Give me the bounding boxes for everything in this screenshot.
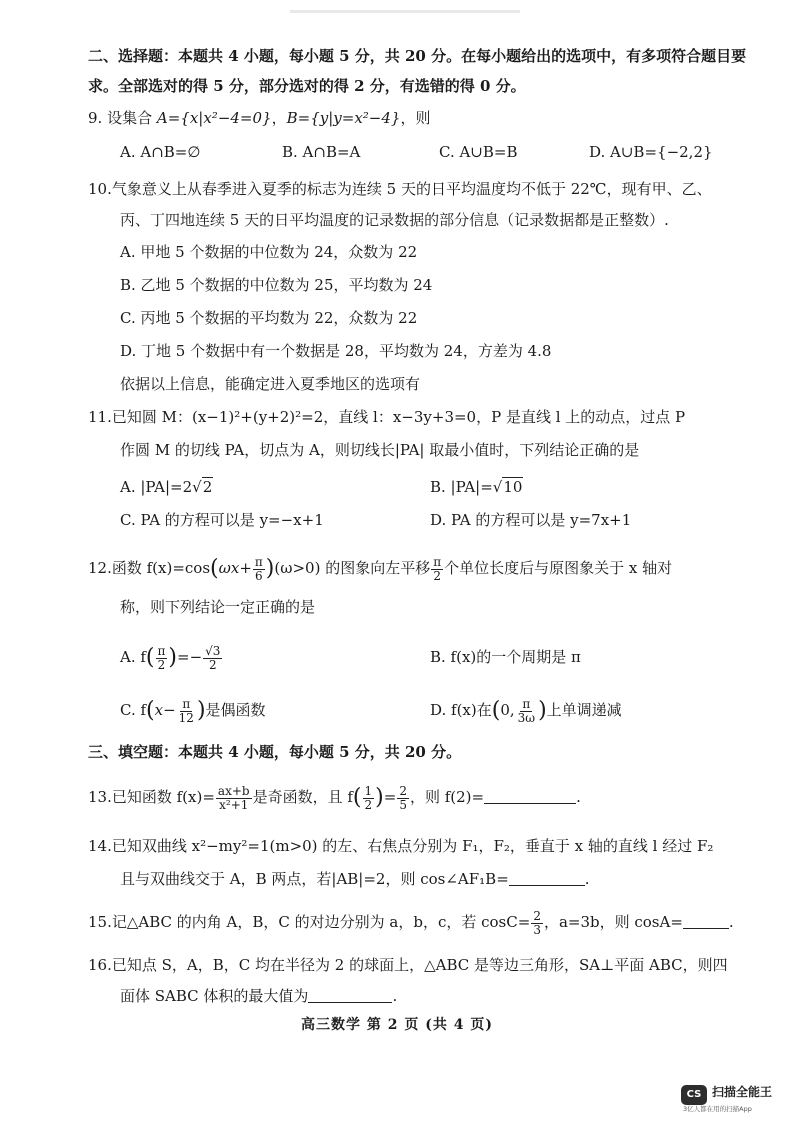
question-14-line1: [88, 836, 713, 856]
fraction-pi-over-2: [431, 556, 443, 583]
q12-stem-a: 函数 f(x)=cos: [111, 559, 211, 577]
fraction-denominator: x²+1: [219, 797, 249, 812]
question-16-line2: 面体 SABC 体积的最大值为 .: [120, 987, 398, 1005]
question-number: 15.: [88, 913, 112, 931]
right-paren: ): [538, 698, 547, 723]
fraction-pi-over-3omega: [516, 698, 537, 725]
scan-artifact: [290, 10, 520, 13]
q12-option-d-zero: 0,: [500, 701, 515, 719]
camscanner-logo-icon: CS: [681, 1085, 707, 1105]
fraction-numerator: ax+b: [217, 783, 250, 798]
answer-blank[interactable]: [484, 789, 576, 804]
q10-option-b: B. 乙地 5 个数据的中位数为 25，平均数为 24: [120, 276, 433, 294]
q13-pre: 已知函数 f(x)=: [111, 788, 215, 806]
q10-option-d: D. 丁地 5 个数据中有一个数据是 28，平均数为 24，方差为 4.8: [120, 342, 552, 360]
q9-option-d: D. A∪B={−2,2}: [589, 143, 713, 161]
fraction-denominator: 3: [533, 922, 541, 937]
question-number: 10.: [88, 180, 112, 198]
left-paren: (: [145, 645, 155, 670]
q12-option-b: B. f(x)的一个周期是 π: [430, 648, 581, 666]
question-13: 13.已知函数 f(x)= $\frac{ax+b}{\text{x²+1}}$ 是奇函数，且 f( $\frac{1}{2}$ )= $\frac{2}{5}$ ，则 f(2)= .: [88, 783, 581, 812]
fraction-numerator: π: [157, 643, 166, 658]
right-paren: ): [375, 785, 384, 810]
fraction-denominator: 6: [255, 568, 263, 583]
question-number: 13.: [88, 788, 112, 806]
fraction-half: [363, 785, 375, 812]
fraction-two-fifths: [397, 785, 409, 812]
question-number: 14.: [88, 837, 112, 855]
section3-header: 三、填空题：本题共 4 小题，每小题 5 分，共 20 分。: [88, 743, 462, 761]
q12-option-d-pre: D. f(x)在: [430, 701, 492, 719]
q11-option-a-label: A. |PA|=2: [120, 478, 193, 496]
q13-eq: =: [383, 788, 397, 806]
q9-set-b: B={y|y=x²−4}: [286, 109, 401, 127]
q11-option-a: A. |PA|=2√2: [120, 478, 213, 496]
q9-option-b: B. A∩B=A: [282, 143, 361, 161]
fraction-function: [216, 785, 252, 812]
q11-option-d: D. PA 的方程可以是 y=7x+1: [430, 511, 632, 529]
fraction-pi-over-2: [156, 645, 168, 672]
q15-pre: 记△ABC 的内角 A，B，C 的对边分别为 a，b，c，若 cosC=: [111, 913, 531, 931]
section2-header-line2: 求。全部选对的得 5 分，部分选对的得 2 分，有选错的得 0 分。: [88, 77, 526, 95]
section2-header-line1: 二、选择题：本题共 4 小题，每小题 5 分，共 20 分。在每小题给出的选项中，有多项符合题目要: [88, 47, 747, 65]
q9-option-c: C. A∪B=B: [439, 143, 518, 161]
q12-option-c-pre: C. f: [120, 701, 147, 719]
fraction-sqrt3-over-2: [203, 645, 222, 672]
q12-option-d: [430, 693, 622, 728]
q11-option-b-radicand: 10: [503, 478, 523, 496]
q12-option-a: A. f( $\frac{\pi}{2}$ )=− $\frac{√3}{2}$: [120, 643, 221, 672]
fraction-numerator: π: [182, 696, 191, 711]
question-number: 16.: [88, 956, 112, 974]
watermark-name: 扫描全能王: [712, 1085, 773, 1099]
fraction-pi-over-6: [253, 556, 265, 583]
left-paren: (: [210, 556, 219, 581]
question-number: 11.: [88, 408, 112, 426]
left-paren: (: [491, 698, 501, 723]
answer-blank[interactable]: [683, 914, 729, 929]
q10-line1: 气象意义上从春季进入夏季的标志为连续 5 天的日平均温度均不低于 22℃，现有甲、乙、: [111, 180, 712, 198]
answer-blank[interactable]: [509, 871, 585, 886]
q11-option-a-radicand: 2: [202, 478, 213, 496]
question-15: 15.记△ABC 的内角 A，B，C 的对边分别为 a，b，c，若 cosC= $\frac{2}{3}$ ，a=3b，则 cosA= .: [88, 908, 734, 937]
q10-conclusion: 依据以上信息，能确定进入夏季地区的选项有: [120, 375, 421, 393]
fraction-numerator: 2: [399, 783, 407, 798]
fraction-pi-over-12: [177, 698, 196, 725]
fraction-numerator: π: [522, 696, 531, 711]
fraction-denominator: 5: [399, 797, 407, 812]
question-number: 9.: [88, 109, 103, 127]
fraction-denominator: 12: [178, 710, 194, 725]
q9-stem-post: ，则: [400, 109, 431, 127]
q12-stem-c: (ω>0) 的图象向左平移: [274, 559, 431, 577]
q12-option-d-post: 上单调递减: [546, 701, 622, 719]
q15-post: ，a=3b，则 cosA=: [543, 913, 683, 931]
fraction-numerator: π: [433, 554, 442, 569]
fraction-denominator: 2: [364, 797, 373, 812]
q10-line2: 丙、丁四地连续 5 天的日平均温度的记录数据的部分信息（记录数据都是正整数）.: [120, 211, 669, 229]
question-9-stem: 9. 设集合 A={x|x²−4=0}，B={y|y=x²−4}，则: [88, 109, 431, 127]
question-16-line1: [88, 955, 728, 975]
question-number: 12.: [88, 559, 112, 577]
q13-mid: 是奇函数，且 f: [252, 788, 353, 806]
right-paren: ): [168, 645, 177, 670]
q11-line1: 已知圆 M：(x−1)²+(y+2)²=2，直线 l：x−3y+3=0，P 是直线 l 上的动点，过点 P: [111, 408, 686, 426]
question-14-line2: 且与双曲线交于 A，B 两点，若|AB|=2，则 cos∠AF₁B= .: [120, 870, 590, 888]
right-paren: ): [196, 698, 206, 723]
fraction-numerator: √3: [205, 643, 221, 658]
q12-line2: 称，则下列结论一定正确的是: [120, 598, 316, 616]
left-paren: (: [146, 698, 155, 723]
q9-set-a: A={x|x²−4=0}: [156, 109, 272, 127]
q12-option-c: [120, 693, 266, 728]
fraction-numerator: π: [254, 554, 263, 569]
q11-line2: 作圆 M 的切线 PA，切点为 A，则切线长|PA| 取最小值时，下列结论正确的是: [120, 441, 640, 459]
question-11-line1: [88, 407, 685, 427]
question-10-line1: [88, 179, 712, 199]
q12-option-a-pre: A. f: [120, 648, 146, 666]
q13-post: ，则 f(2)=: [409, 788, 485, 806]
q9-option-a: A. A∩B=∅: [120, 143, 201, 161]
q14-line1: 已知双曲线 x²−my²=1(m>0) 的左、右焦点分别为 F₁，F₂，垂直于 x 轴的直线 l 经过 F₂: [111, 837, 714, 855]
answer-blank[interactable]: [308, 988, 392, 1003]
fraction-numerator: 1: [364, 783, 373, 798]
question-12-line1: [88, 553, 672, 584]
q12-stem-b: ωx+: [218, 559, 252, 577]
q12-option-c-post: 是偶函数: [205, 701, 266, 719]
q11-option-c: C. PA 的方程可以是 y=−x+1: [120, 511, 324, 529]
q10-option-a: A. 甲地 5 个数据的中位数为 24，众数为 22: [120, 243, 418, 261]
page-footer: 高三数学 第 2 页 (共 4 页): [301, 1017, 493, 1033]
q10-option-c: C. 丙地 5 个数据的平均数为 22，众数为 22: [120, 309, 418, 327]
q16-line2: 面体 SABC 体积的最大值为: [120, 987, 309, 1005]
q12-option-c-mid: x−: [154, 701, 176, 719]
fraction-denominator: 2: [433, 568, 441, 583]
q14-line2: 且与双曲线交于 A，B 两点，若|AB|=2，则 cos∠AF₁B=: [120, 870, 509, 888]
q11-option-b: B. |PA|=√10: [430, 478, 523, 496]
fraction-denominator: 2: [157, 657, 166, 672]
fraction-denominator: 3ω: [517, 710, 536, 725]
q11-option-b-label: B. |PA|=: [430, 478, 493, 496]
q9-stem-pre: 设集合: [107, 109, 153, 127]
fraction-denominator: 2: [208, 657, 217, 672]
q16-line1: 已知点 S，A，B，C 均在半径为 2 的球面上，△ABC 是等边三角形，SA⊥平面 ABC，则四: [111, 956, 728, 974]
watermark-subtitle: 3亿人都在用的扫描App: [683, 1105, 752, 1113]
fraction-two-thirds: [531, 910, 543, 937]
left-paren: (: [352, 785, 362, 810]
q12-stem-d: 个单位长度后与原图象关于 x 轴对: [444, 559, 673, 577]
right-paren: ): [265, 556, 275, 581]
fraction-numerator: 2: [533, 908, 541, 923]
